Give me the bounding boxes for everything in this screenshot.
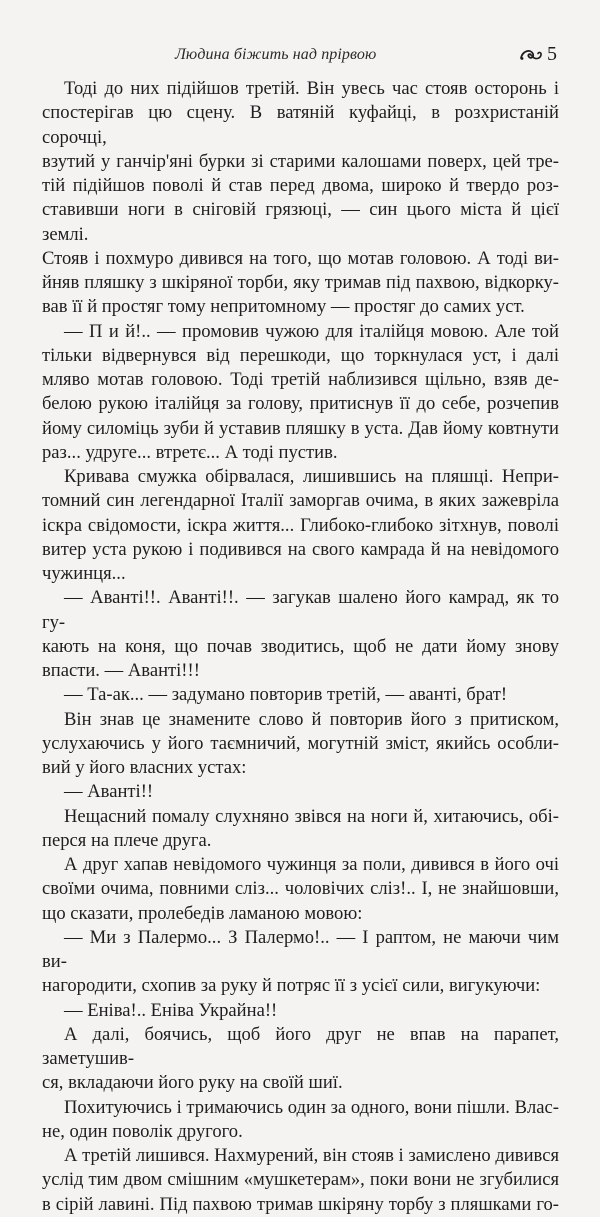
text-line: іскра свідомости, іскра життя... Глибоко-глибоко зітхнув, поволі — [42, 514, 559, 536]
paragraph — [42, 999, 559, 1023]
text-line: вий у його власних устах: — [42, 757, 247, 778]
text-line: услухаючись у його таємничий, могутній зміст, якийсь особли- — [42, 732, 559, 754]
text-line: томний син легендарної Італії заморгав очима, в яких зажевріла — [42, 490, 559, 512]
text-line: тій підійшов поволі й став перед двома, широко й твердо роз- — [42, 175, 559, 196]
text-line: Нещасний помалу слухняно звівся на ноги й, хитаючись, обі- — [64, 805, 559, 827]
text-line: своїми очима, повними сліз... чоловічих сліз!.. І, не знайшовши, — [42, 878, 559, 900]
text-line: — Аванті!!. Аванті!!. — загукав шалено його камрад, як то гу- — [42, 587, 559, 633]
body-text — [42, 77, 559, 1217]
running-header — [0, 44, 600, 68]
text-line: — Еніва!.. Еніва Украйна!! — [64, 999, 278, 1021]
paragraph — [42, 683, 559, 707]
text-line: — Аванті!! — [64, 781, 154, 803]
paragraph — [42, 1144, 559, 1217]
text-line: впасти. — Аванті!!! — [42, 660, 200, 681]
paragraph — [42, 1023, 559, 1096]
text-line: взутий у ганчір'яні бурки зі старими калошами поверх, цей тре- — [42, 150, 559, 172]
text-line: тільки відвернувся від перешкоди, що торкнулася уст, і далі — [42, 344, 559, 366]
paragraph — [42, 926, 559, 999]
text-line: витер уста рукою і подивився на свого камрада й на невідомого — [42, 538, 559, 560]
text-line: — Та-ак... — задумано повторив третій, — аванті, брат! — [64, 684, 508, 706]
text-line: А третій лишився. Нахмурений, він стояв і замислено дивився — [64, 1145, 559, 1166]
paragraph — [42, 805, 559, 854]
text-line: вав її й простяг тому непритомному — простяг до самих уст. — [42, 296, 525, 318]
text-line: Стояв і похмуро дивився на того, що мотав головою. А тоді ви- — [42, 247, 559, 269]
text-line: ставивши ноги в сніговій грязюці, — син цього міста й цієї землі. — [42, 199, 559, 245]
text-line: ся, вкладаючи його руку на своїй шиї. — [42, 1072, 343, 1094]
text-line: йому силоміць зуби й уставив пляшку в уста. Дав йому ковтнути — [42, 417, 559, 439]
text-line: раз... удруге... втретє... А тоді пустив. — [42, 441, 338, 463]
text-line: кають на коня, що почав зводитись, щоб не дати йому знову — [42, 635, 559, 657]
paragraph — [42, 77, 559, 320]
text-line: — П и й!.. — промовив чужою для італійця мовою. Але той — [64, 320, 559, 342]
text-line: А далі, боячись, щоб його друг не впав на парапет, заметушив- — [42, 1023, 559, 1069]
page-number: 5 — [547, 43, 557, 65]
text-line: — Ми з Палермо... З Палермо!.. — І раптом, не маючи чим ви- — [42, 926, 559, 972]
text-line: чужинця... — [42, 563, 126, 584]
text-line: Він знав це знамените слово й повторив його з притиском, — [64, 708, 559, 730]
paragraph — [42, 465, 559, 586]
text-line: белою рукою італійця за голову, притиснув її до себе, розчепив — [42, 393, 559, 415]
text-line: не, один поволік другого. — [42, 1120, 243, 1142]
text-line: А друг хапав невідомого чужинця за поли, дивився в його очі — [64, 854, 559, 875]
text-line: нагородити, схопив за руку й потряс її з усієї сили, вигукуючи: — [42, 975, 541, 997]
curl-ornament-icon — [519, 46, 543, 64]
text-line: йняв пляшку з шкіряної торби, яку тримав під пахвою, відкорку- — [42, 272, 559, 293]
text-line: Похитуючись і тримаючись один за одного, вони пішли. Влас- — [64, 1096, 559, 1118]
paragraph — [42, 708, 559, 781]
text-line: що сказати, пролебедів ламаною мовою: — [42, 902, 363, 924]
paragraph — [42, 586, 559, 683]
paragraph — [42, 320, 559, 466]
paragraph — [42, 780, 559, 804]
text-line: спостерігав цю сцену. В ватяній куфайці, в розхристаній сорочці, — [42, 102, 559, 148]
text-line: перся на плече друга. — [42, 829, 212, 851]
text-line: Кривава смужка обірвалася, лишившись на пляшці. Непри- — [64, 466, 559, 487]
text-line: услід тим двом смішним «мушкетерам», поки вони не згубилися — [42, 1169, 559, 1191]
paragraph — [42, 1096, 559, 1145]
text-line: в сірій лавині. Під пахвою тримав шкіряну торбу з пляшками го- — [42, 1193, 559, 1215]
running-title: Людина біжить над прірвою — [175, 46, 377, 63]
text-line: мляво мотав головою. Тоді третій наблизився щільно, взяв де- — [42, 369, 559, 390]
text-line: Тоді до них підійшов третій. Він увесь час стояв осторонь і — [64, 78, 559, 99]
paragraph — [42, 853, 559, 926]
